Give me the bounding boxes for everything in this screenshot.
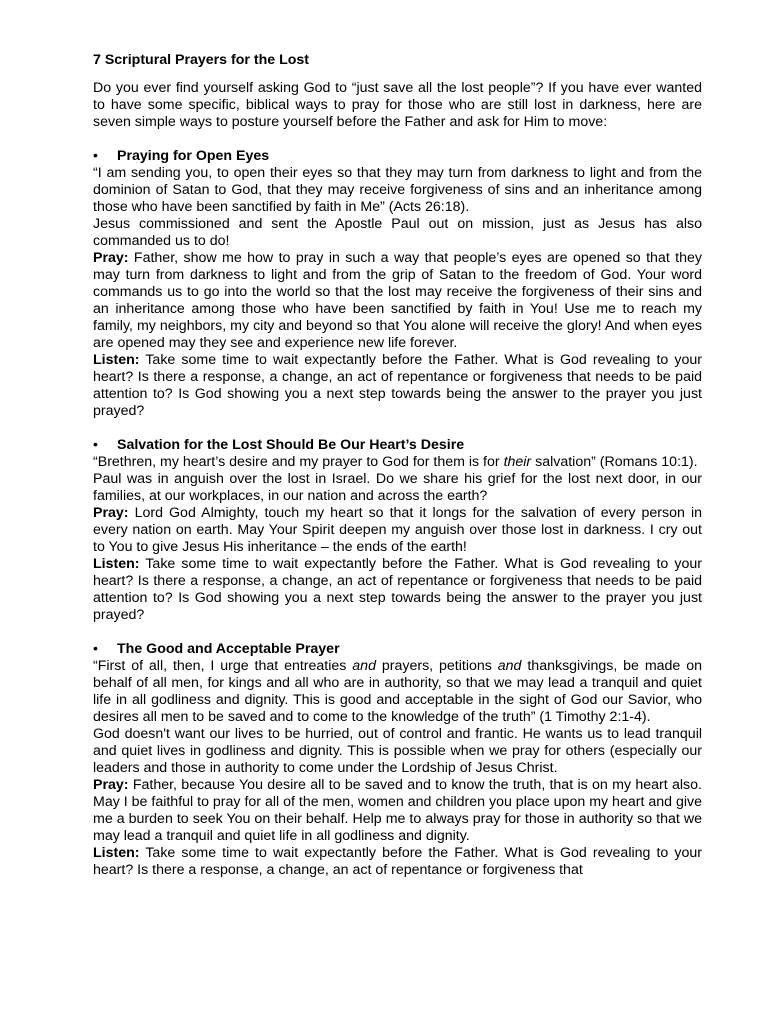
- section-heading: [93, 641, 702, 658]
- bullet-icon: •: [93, 641, 98, 657]
- listen-label: Listen:: [93, 352, 140, 368]
- listen-text: Take some time to wait expectantly before the Father. What is God revealing to your heart? Is there a response, a change, an act of repentance or forgiveness that needs to be paid attention to? Is God showing you a next step towards being the answer to the prayer you just prayed?: [93, 556, 702, 623]
- scripture-text: salvation” (Romans 10:1).: [535, 454, 698, 470]
- prayer-paragraph: [93, 777, 702, 845]
- section-heading-text: Salvation for the Lost Should Be Our Heart’s Desire: [117, 437, 465, 453]
- scripture-emphasis: and: [497, 658, 522, 674]
- pray-label: Pray:: [93, 250, 129, 266]
- scripture-text: “First of all, then, I urge that entreaties: [93, 658, 347, 674]
- bullet-icon: •: [93, 148, 98, 164]
- scripture-text: “Brethren, my heart’s desire and my prayer to God for them is for: [93, 454, 500, 470]
- section-heading: [93, 437, 702, 454]
- scripture-quote: [93, 454, 702, 471]
- intro-paragraph: Do you ever find yourself asking God to “just save all the lost people”? If you have ever wanted to have some specific, biblical ways to pray for those who are still lost in darkness, here are seven simple ways to posture yourself before the Father and ask for Him to move:: [93, 80, 702, 130]
- commentary-paragraph: Jesus commissioned and sent the Apostle Paul out on mission, just as Jesus has also commanded us to do!: [93, 216, 702, 249]
- prayer-text: Father, because You desire all to be saved and to know the truth, that is on my heart also. May I be faithful to pray for all of the men, women and children you place upon my heart and give me a burden to seek You on their behalf. Help me to always pray for those in authority so that we may lead a tranquil and quiet life in all godliness and dignity.: [93, 777, 702, 844]
- pray-label: Pray:: [93, 505, 129, 521]
- scripture-emphasis: and: [352, 658, 376, 674]
- prayer-text: Father, show me how to pray in such a way that people’s eyes are opened so that they may turn from darkness to light and from the grip of Satan to the freedom of God. Your word commands us to go into the world so that the lost may receive the forgiveness of their sins and an inheritance among those who have been sanctified by faith in You! Use me to reach my family, my neighbors, my city and beyond so that You alone will receive the glory! And when eyes are opened may they see and experience new life forever.: [93, 250, 702, 351]
- listen-paragraph: [93, 845, 702, 879]
- scripture-text: thanksgivings, be made on behalf of all men, for kings and all who are in authority, so that we may lead a tranquil and quiet life in all godliness and dignity. This is good and acceptable in the sight of God our Savior, who desires all men to be saved and to come to the knowledge of the truth” (1 Timothy 2:1-4).: [93, 658, 702, 725]
- prayer-paragraph: [93, 250, 702, 352]
- bullet-icon: •: [93, 437, 98, 453]
- listen-paragraph: [93, 352, 702, 420]
- listen-text: Take some time to wait expectantly before the Father. What is God revealing to your heart? Is there a response, a change, an act of repentance or forgiveness that needs to be paid attention to? Is God showing you a next step towards being the answer to the prayer you just prayed?: [93, 352, 702, 419]
- pray-label: Pray:: [93, 777, 129, 793]
- scripture-emphasis: their: [503, 454, 532, 470]
- scripture-quote: “I am sending you, to open their eyes so that they may turn from darkness to light and from the dominion of Satan to God, that they may receive forgiveness of sins and an inheritance among those who have been sanctified by faith in Me” (Acts 26:18).: [93, 165, 702, 215]
- section-heading-text: Praying for Open Eyes: [117, 148, 270, 164]
- document-page: [93, 52, 702, 879]
- listen-label: Listen:: [93, 556, 140, 572]
- commentary-paragraph: God doesn't want our lives to be hurried, out of control and frantic. He wants us to lead tranquil and quiet lives in godliness and dignity. This is possible when we pray for others (especially our leaders and those in authority to come under the Lordship of Jesus Christ.: [93, 726, 702, 776]
- section-heading-text: The Good and Acceptable Prayer: [117, 641, 340, 657]
- listen-paragraph: [93, 556, 702, 624]
- prayer-text: Lord God Almighty, touch my heart so that it longs for the salvation of every person in every nation on earth. May Your Spirit deepen my anguish over those lost in darkness. I cry out to You to give Jesus His inheritance – the ends of the earth!: [93, 505, 702, 555]
- commentary-paragraph: Paul was in anguish over the lost in Israel. Do we share his grief for the lost next door, in our families, at our workplaces, in our nation and across the earth?: [93, 471, 702, 504]
- listen-text: Take some time to wait expectantly before the Father. What is God revealing to your heart? Is there a response, a change, an act of repentance or forgiveness that: [93, 845, 702, 878]
- section-heading: [93, 148, 702, 165]
- scripture-quote: [93, 658, 702, 726]
- document-title: 7 Scriptural Prayers for the Lost: [93, 52, 310, 68]
- prayer-paragraph: [93, 505, 702, 556]
- scripture-text: prayers, petitions: [381, 658, 492, 674]
- listen-label: Listen:: [93, 845, 140, 861]
